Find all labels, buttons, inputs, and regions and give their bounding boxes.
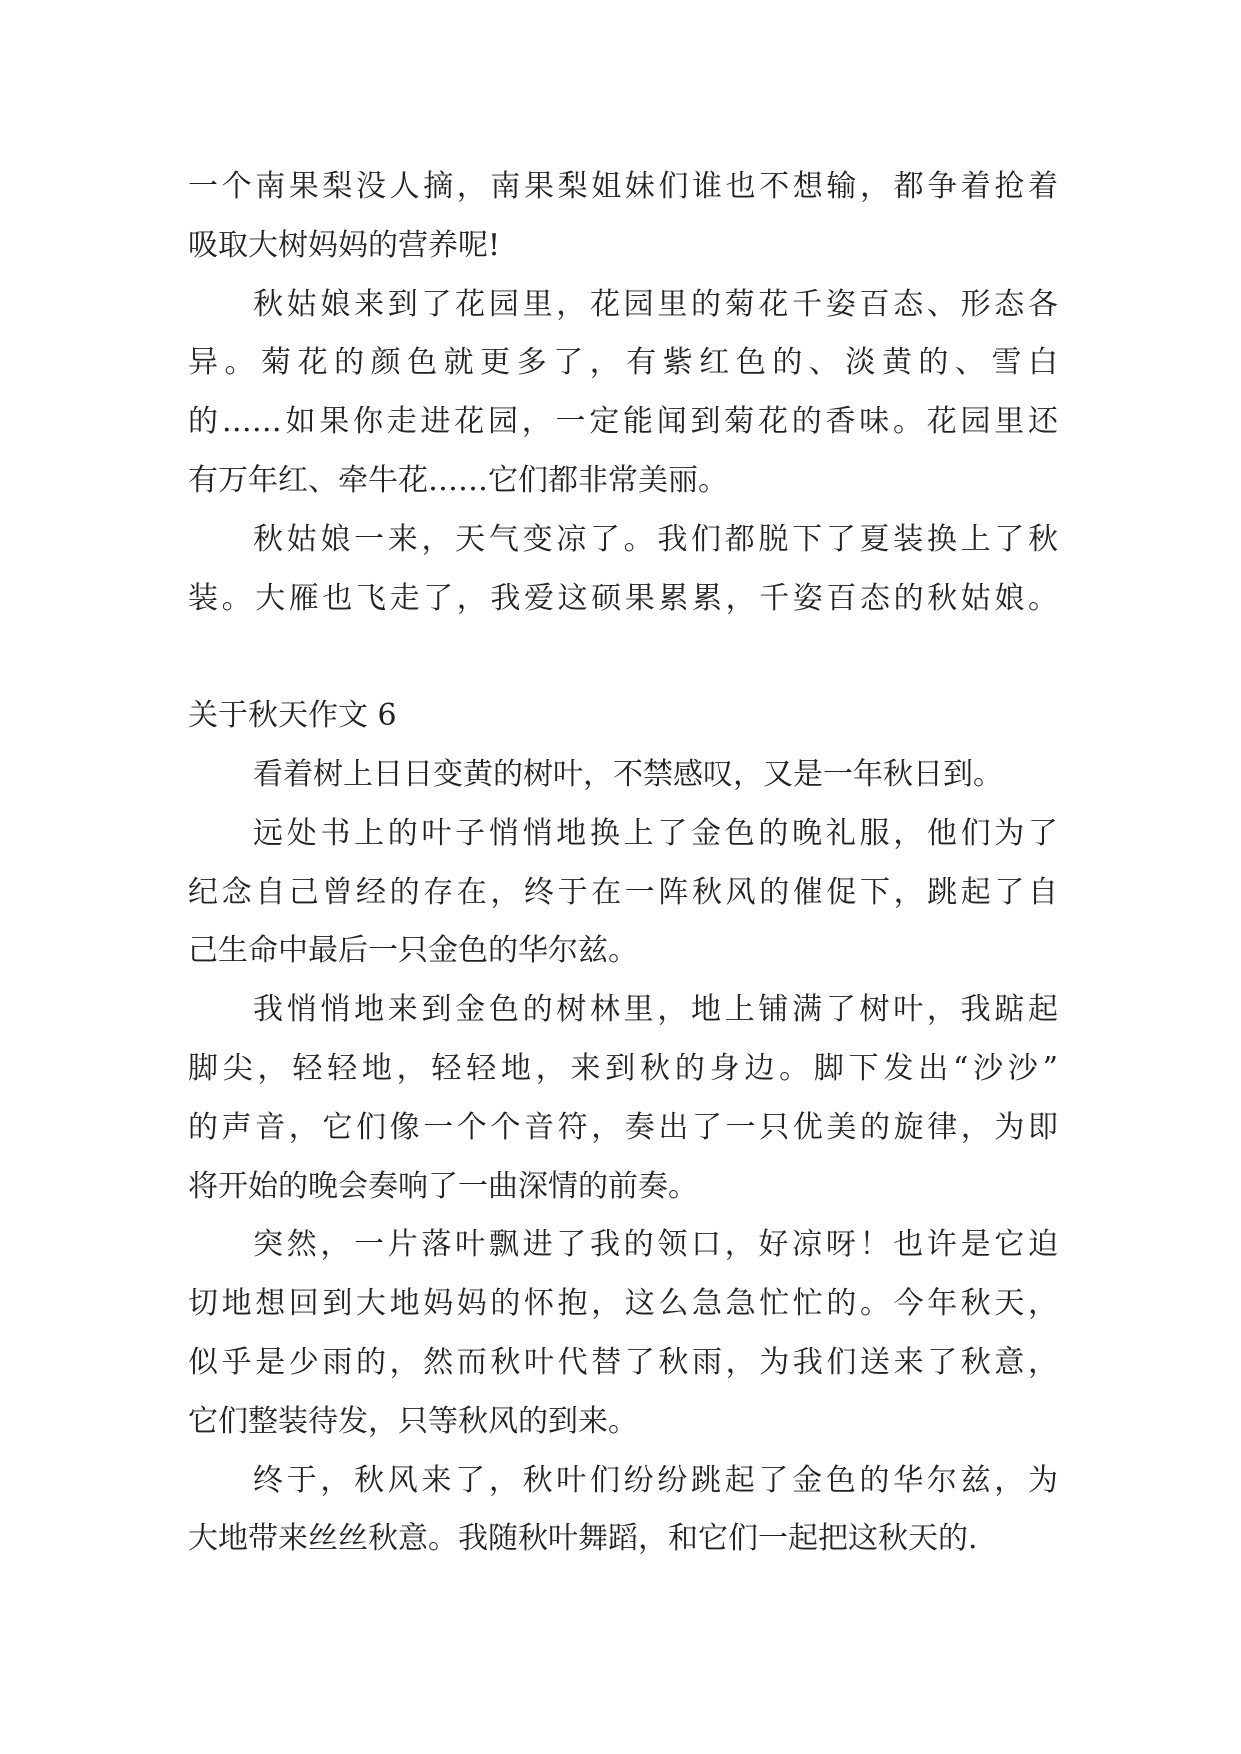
text-line: 有万年红、牵牛花……它们都非常美丽。 — [188, 462, 728, 498]
text-line: 切地想回到大地妈妈的怀抱，这么急急忙忙的。今年秋天， — [188, 1286, 1058, 1322]
paragraph-sigh — [188, 746, 1058, 805]
text-line: 秋姑娘一来，天气变凉了。我们都脱下了夏装换上了秋 — [253, 521, 1058, 557]
paragraph-distance — [188, 805, 1058, 981]
text-line: 将开始的晚会奏响了一曲深情的前奏。 — [188, 1168, 698, 1204]
paragraph-continuation — [188, 158, 1058, 276]
text-line: 看着树上日日变黄的树叶，不禁感叹，又是一年秋日到。 — [253, 756, 1003, 792]
paragraph-weather — [188, 511, 1058, 629]
text-line: 的……如果你走进花园，一定能闻到菊花的香味。花园里还 — [188, 404, 1058, 440]
paragraph-forest — [188, 981, 1058, 1216]
text-line: 似乎是少雨的，然而秋叶代替了秋雨，为我们送来了秋意， — [188, 1344, 1058, 1380]
text-line: 吸取大树妈妈的营养呢! — [188, 227, 501, 263]
paragraph-wind — [188, 1452, 1058, 1570]
text-line: 我悄悄地来到金色的树林里，地上铺满了树叶，我踮起 — [253, 992, 1058, 1028]
text-line: 的声音，它们像一个个音符，奏出了一只优美的旋律，为即 — [188, 1109, 1058, 1145]
text-line: 脚尖，轻轻地，轻轻地，来到秋的身边。脚下发出“沙沙” — [188, 1050, 1058, 1086]
text-line: 己生命中最后一只金色的华尔兹。 — [188, 933, 638, 969]
text-line: 秋姑娘来到了花园里，花园里的菊花千姿百态、形态各 — [253, 286, 1058, 322]
text-line: 大地带来丝丝秋意。我随秋叶舞蹈，和它们一起把这秋天的. — [188, 1521, 978, 1557]
document-body — [188, 158, 1058, 1569]
section-title: 关于秋天作文 6 — [188, 698, 397, 734]
text-line: 一个南果梨没人摘，南果梨姐妹们谁也不想输，都争着抢着 — [188, 169, 1058, 204]
text-line: 异。菊花的颜色就更多了，有紫红色的、淡黄的、雪白 — [188, 345, 1058, 381]
text-line: 它们整装待发，只等秋风的到来。 — [188, 1403, 638, 1439]
text-line: 突然，一片落叶飘进了我的领口，好凉呀！也许是它迫 — [253, 1227, 1058, 1263]
text-line: 装。大雁也飞走了，我爱这硕果累累，千姿百态的秋姑娘。 — [188, 580, 1058, 616]
paragraph-chrysanthemum — [188, 276, 1058, 511]
text-line: 纪念自己曾经的存在，终于在一阵秋风的催促下，跳起了自 — [188, 874, 1058, 910]
paragraph-collar — [188, 1216, 1058, 1451]
text-line: 远处书上的叶子悄悄地换上了金色的晚礼服，他们为了 — [253, 815, 1058, 851]
text-line: 终于，秋风来了，秋叶们纷纷跳起了金色的华尔兹，为 — [253, 1462, 1058, 1498]
section-spacer — [188, 628, 1058, 687]
